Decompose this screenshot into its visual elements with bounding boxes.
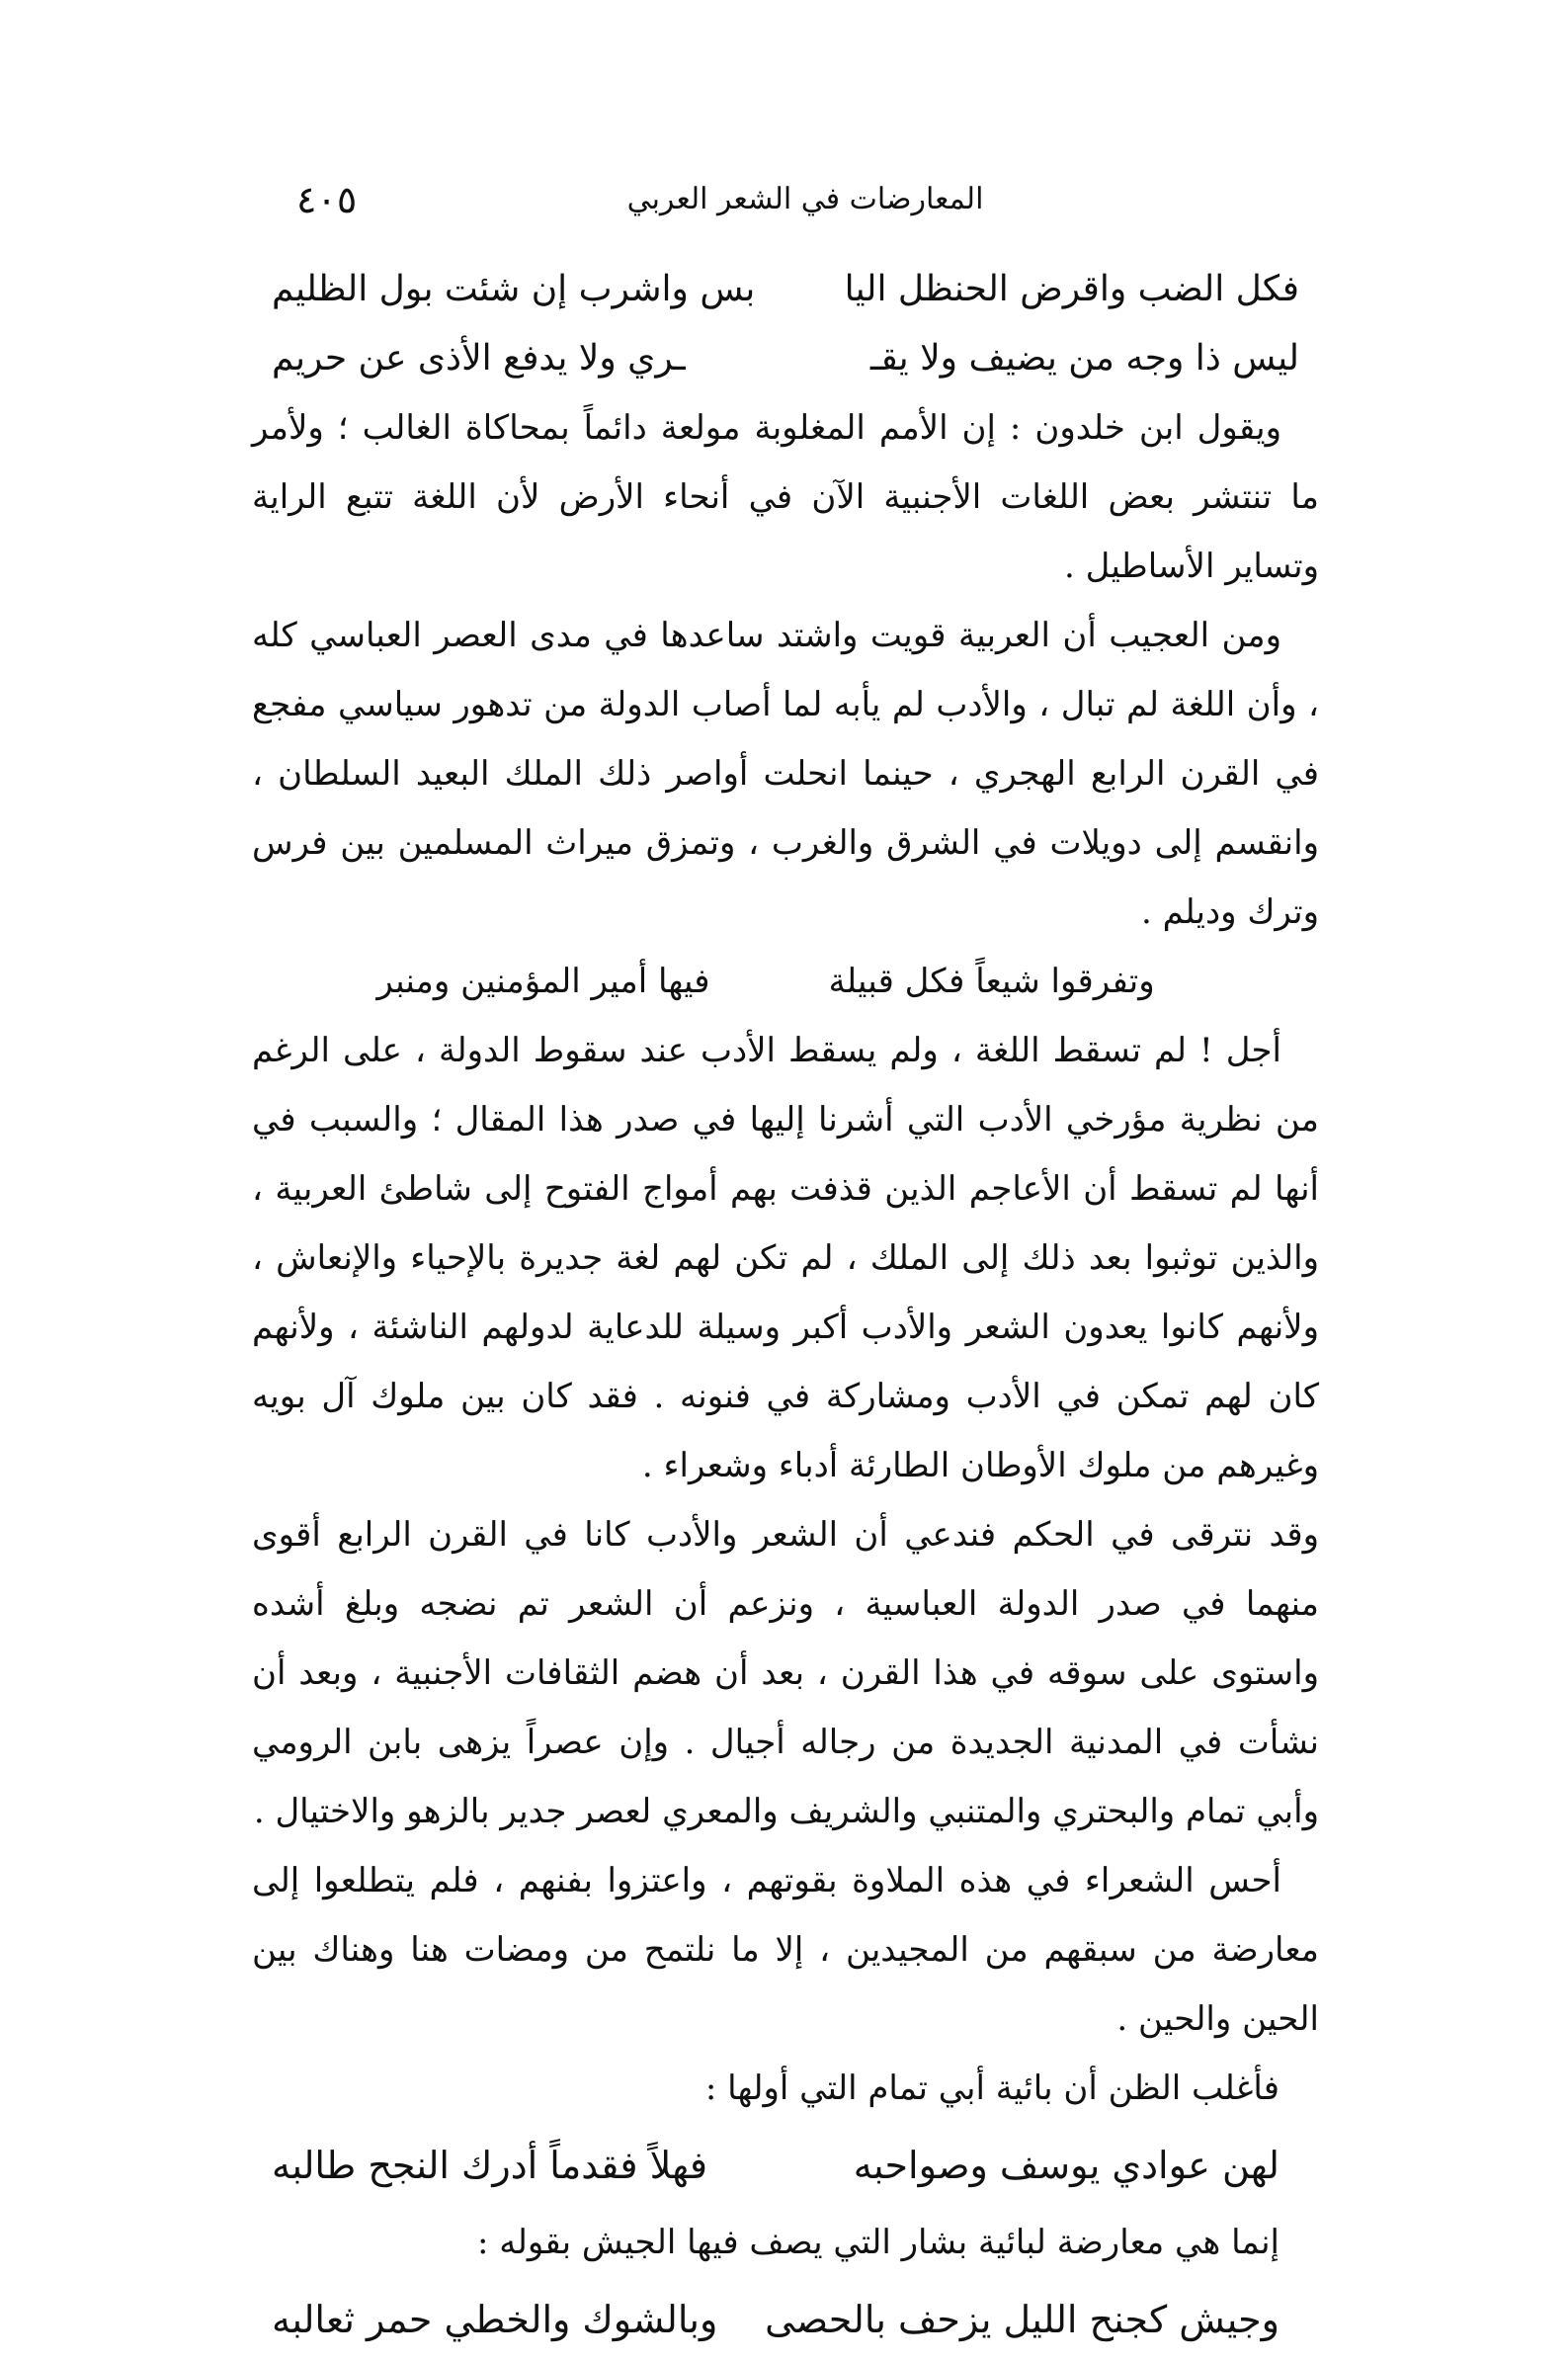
verse-first-hemistich: فكل الضب واقرض الحنظل اليا [844,269,1299,309]
paragraph-abbasid-era: ومن العجيب أن العربية قويت واشتد ساعدها في مدى العصر العباسي كله ، وأن اللغة لم تبال ، والأدب لم يأبه لما أصاب الدولة من تدهور سياسي مفجع في القرن الرابع الهجري ، حينما انحلت أواصر ذلك الملك البعيد السلطان ، وانقسم إلى دويلات في الشرق والغرب ، وتمزق ميراث المسلمين بين فرس وترك وديلم . [252,616,1319,932]
verse-first-hemistich: وجيش كجنح الليل يزحف بالحصى [765,2298,1279,2341]
verse-second-hemistich: فهلاً فقدماً أدرك النجح طالبه [272,2144,707,2187]
page-body [252,255,1319,2362]
page-number: ٤٠٥ [296,178,358,221]
paragraph-poets-strength: أحس الشعراء في هذه الملاوة بقوتهم ، واعتزوا بفنهم ، فلم يتطلعوا إلى معارضة من سبقهم من المجيدين ، إلا ما نلتمح من ومضات هنا وهناك بين الحين والحين . [252,1861,1319,2039]
paragraph-fourth-century: وقد نترقى في الحكم فندعي أن الشعر والأدب كانا في القرن الرابع أقوى منهما في صدر الدولة العباسية ، ونزعم أن الشعر تم نضجه وبلغ أشده واستوى على سوقه في هذا القرن ، بعد أن هضم الثقافات الأجنبية ، وبعد أن نشأت في المدنية الجديدة من رجاله أجيال . وإن عصراً يزهى بابن الرومي وأبي تمام والبحتري والمتنبي والشريف والمعري لعصر جدير بالزهو والاختيال . [252,1515,1319,1831]
paragraph-bashar-intro: إنما هي معارضة لبائية بشار التي يصف فيها الجيش بقوله : [477,2223,1279,2262]
verse-line [252,947,1319,1016]
verse-line [252,324,1319,393]
verse-second-hemistich: فيها أمير المؤمنين ومنبر [376,962,710,1001]
verse-first-hemistich: ليس ذا وجه من يضيف ولا يقـ [869,338,1299,379]
paragraph-language-survival: أجل ! لم تسقط اللغة ، ولم يسقط الأدب عند سقوط الدولة ، على الرغم من نظرية مؤرخي الأدب التي أشرنا إليها في صدر هذا المقال ؛ والسبب في أنها لم تسقط أن الأعاجم الذين قذفت بهم أمواج الفتوح إلى شاطئ العربية ، والذين توثبوا بعد ذلك إلى الملك ، لم تكن لهم لغة جديرة بالإحياء والإنعاش ، ولأنهم كانوا يعدون الشعر والأدب أكبر وسيلة للدعاية لدولهم الناشئة ، ولأنهم كان لهم تمكن في الأدب ومشاركة في فنونه . فقد كان بين ملوك آل بويه وغيرهم من ملوك الأوطان الطارئة أدباء وشعراء . [252,1031,1319,1485]
running-title: المعارضات في الشعر العربي [626,182,984,216]
verse-first-hemistich: وتفرقوا شيعاً فكل قبيلة [828,962,1155,1001]
verse-second-hemistich: ـري ولا يدفع الأذى عن حريم [272,338,686,379]
verse-first-hemistich: لهن عوادي يوسف وصواحبه [853,2144,1279,2187]
verse-second-hemistich: وبالشوك والخطي حمر ثعالبه [272,2298,718,2341]
verse-line [252,2123,1319,2208]
verse-line [252,2277,1319,2362]
verse-second-hemistich: بس واشرب إن شئت بول الظليم [272,269,756,309]
paragraph-abu-tammam-intro: فأغلب الظن أن بائية أبي تمام التي أولها : [704,2068,1279,2108]
verse-line [252,255,1319,324]
page-header [296,170,1314,229]
paragraph-ibn-khaldun: ويقول ابن خلدون : إن الأمم المغلوبة مولعة دائماً بمحاكاة الغالب ؛ ولأمر ما تنتشر بعض اللغات الأجنبية الآن في أنحاء الأرض لأن اللغة تتبع الراية وتساير الأساطيل . [252,408,1319,586]
